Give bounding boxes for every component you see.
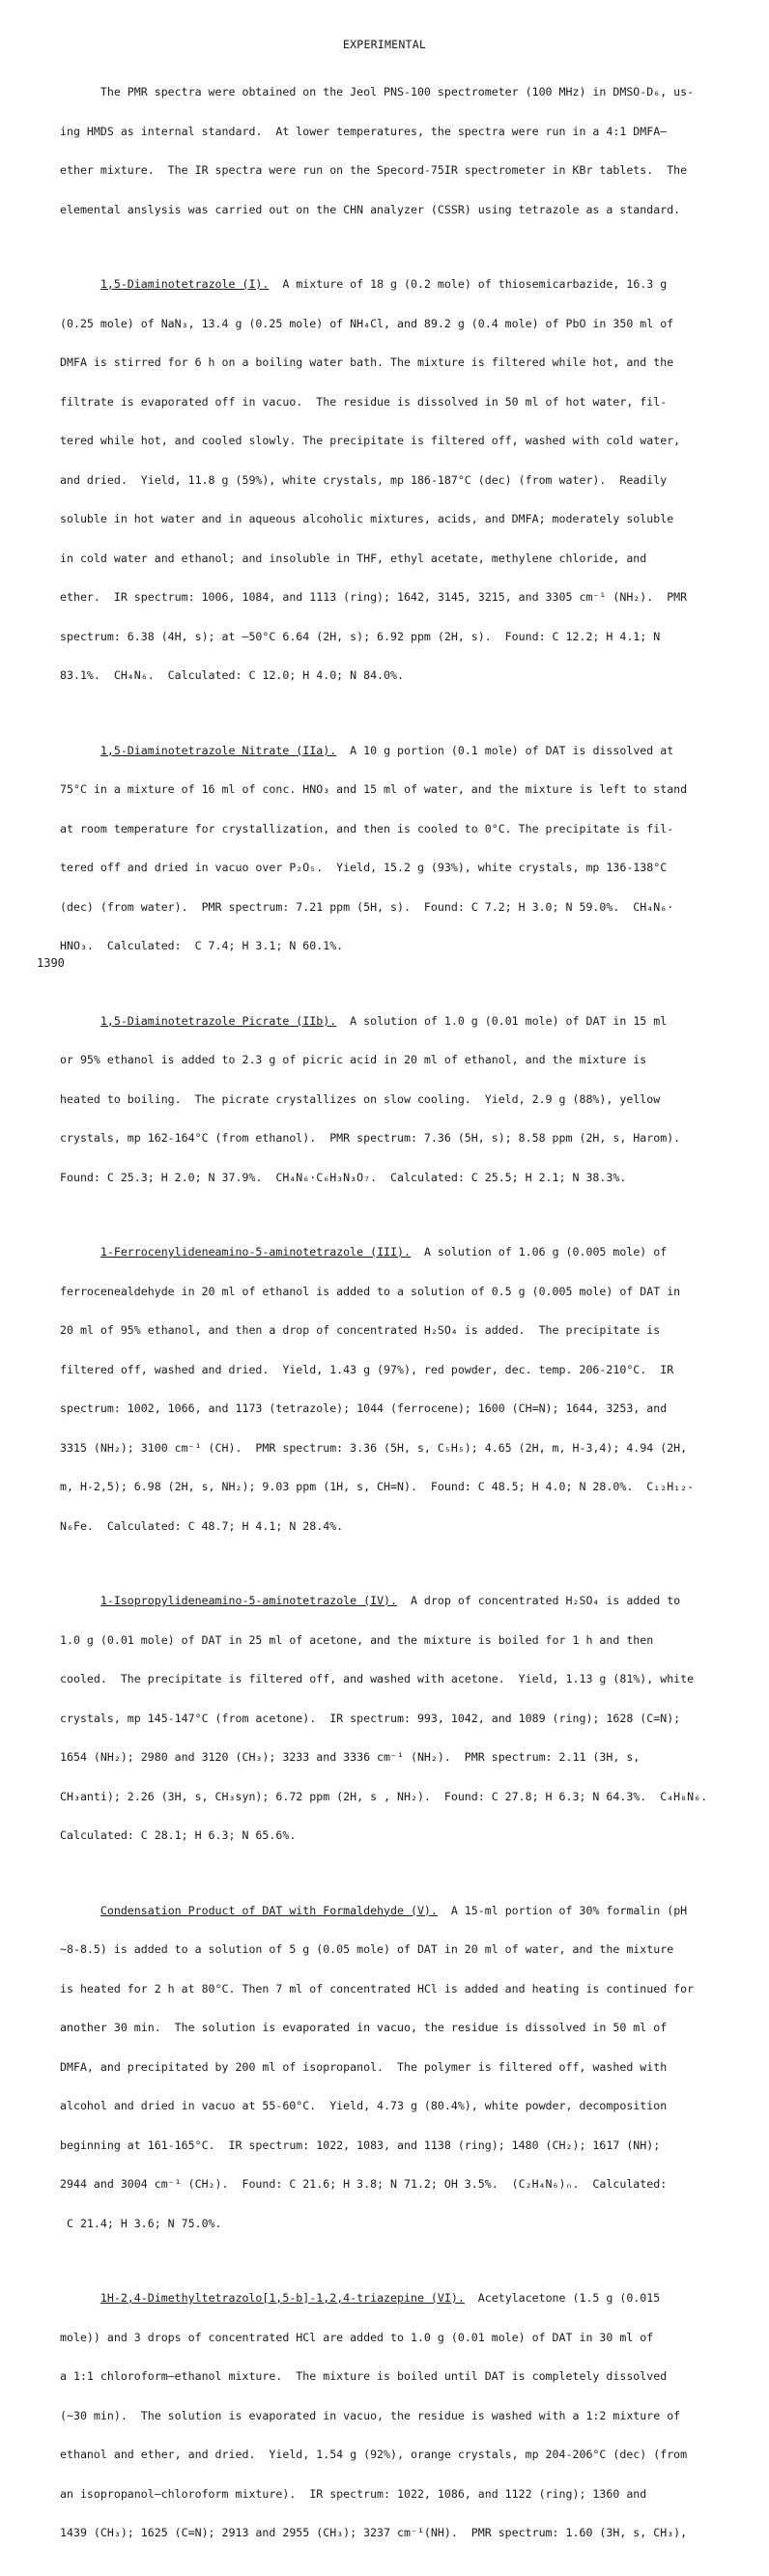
compound-title: 1-Ferrocenylideneamino-5-aminotetrazole (III). xyxy=(100,1245,411,1259)
text-line: and dried. Yield, 11.8 g (59%), white crystals, mp 186-187°C (dec) (from water). Readily xyxy=(60,472,668,487)
text-line: 1439 (CH₃); 1625 (C=N); 2913 and 2955 (CH₃); 3237 cm⁻¹(NH). PMR spectrum: 1.60 (3H, s, CH₃), xyxy=(60,2526,688,2539)
text-line: m, H-2,5); 6.98 (2H, s, NH₂); 9.03 ppm (1H, s, CH=N). Found: C 48.5; H 4.0; N 28.0%. C₁₂H₁₂- xyxy=(60,1480,695,1493)
text-line: heated to boiling. The picrate crystallizes on slow cooling. Yield, 2.9 g (88%), yellow xyxy=(60,1091,661,1106)
paragraph-compound-IIa xyxy=(60,719,752,979)
text-line: or 95% ethanol is added to 2.3 g of picric acid in 20 ml of ethanol, and the mixture is xyxy=(60,1053,647,1066)
text-line: a 1:1 chloroform–ethanol mixture. The mixture is boiled until DAT is completely dissolved xyxy=(60,2369,668,2383)
text-line: soluble in hot water and in aqueous alcoholic mixtures, acids, and DMFA; moderately soluble xyxy=(60,512,674,525)
text-line: 1,5-Diaminotetrazole (I). A mixture of 18 g (0.2 mole) of thiosemicarbazide, 16.3 g xyxy=(100,277,668,291)
text-line: (dec) (from water). PMR spectrum: 7.21 ppm (5H, s). Found: C 7.2; H 3.0; N 59.0%. CH₄N₆· xyxy=(60,899,674,914)
text-line: Found: C 25.3; H 2.0; N 37.9%. CH₄N₆·C₆H₃N₃O₇. Calculated: C 25.5; H 2.1; N 38.3%. xyxy=(60,1170,627,1184)
text-line: CH₃anti); 2.26 (3H, s, CH₃syn); 6.72 ppm (2H, s , NH₂). Found: C 27.8; H 6.3; N 64.3%. C₄H₈N₆. xyxy=(60,1789,708,1803)
text-line: alcohol and dried in vacuo at 55-60°C. Yield, 4.73 g (80.4%), white powder, decomposition xyxy=(60,2099,668,2112)
text-line: crystals, mp 145-147°C (from acetone). IR spectrum: 993, 1042, and 1089 (ring); 1628 (C=N); xyxy=(60,1711,681,1725)
text-line: cooled. The precipitate is filtered off, and washed with acetone. Yield, 1.13 g (81%), white xyxy=(60,1672,695,1685)
page-number: 1390 xyxy=(37,956,65,970)
paragraph-compound-III xyxy=(60,1220,752,1559)
text-line: 1-Ferrocenylideneamino-5-aminotetrazole (III). A solution of 1.06 g (0.005 mole) of xyxy=(100,1245,668,1259)
text-line: 1,5-Diaminotetrazole Picrate (IIb). A solution of 1.0 g (0.01 mole) of DAT in 15 ml xyxy=(100,1013,668,1028)
text-line: is heated for 2 h at 80°C. Then 7 ml of concentrated HCl is added and heating is continued for xyxy=(60,1981,695,1996)
text-line: (~30 min). The solution is evaporated in vacuo, the residue is washed with a 1:2 mixture of xyxy=(60,2408,681,2422)
compound-title: 1,5-Diaminotetrazole Picrate (IIb). xyxy=(100,1013,337,1028)
experimental-body xyxy=(60,60,752,2576)
text-line: elemental anslysis was carried out on the CHN analyzer (CSSR) using tetrazole as a standard. xyxy=(60,202,681,216)
text-line: crystals, mp 162-164°C (from ethanol). PMR spectrum: 7.36 (5H, s); 8.58 ppm (2H, s, Harom). xyxy=(60,1131,681,1145)
paragraph-compound-V xyxy=(60,1879,752,2257)
text-line: beginning at 161-165°C. IR spectrum: 1022, 1083, and 1138 (ring); 1480 (CH₂); 1617 (NH); xyxy=(60,2137,661,2152)
paragraph-compound-VI xyxy=(60,2266,752,2566)
text-line: filtrate is evaporated off in vacuo. The residue is dissolved in 50 ml of hot water, fil- xyxy=(60,394,668,409)
text-line: 1.0 g (0.01 mole) of DAT in 25 ml of acetone, and the mixture is boiled for 1 h and then xyxy=(60,1632,654,1647)
text-line: 83.1%. CH₄N₆. Calculated: C 12.0; H 4.0; N 84.0%. xyxy=(60,668,404,682)
text-line: another 30 min. The solution is evaporated in vacuo, the residue is dissolved in 50 ml of xyxy=(60,2021,668,2034)
text-line: 1,5-Diaminotetrazole Nitrate (IIa). A 10 g portion (0.1 mole) of DAT is dissolved at xyxy=(100,743,674,757)
compound-title: Condensation Product of DAT with Formaldehyde (V). xyxy=(100,1903,438,1917)
text-line: mole)) and 3 drops of concentrated HCl are added to 1.0 g (0.01 mole) of DAT in 30 ml of xyxy=(60,2330,654,2344)
compound-title: 1,5-Diaminotetrazole (I). xyxy=(100,277,270,291)
text-line: 75°C in a mixture of 16 ml of conc. HNO₃ and 15 ml of water, and the mixture is left to stand xyxy=(60,782,688,796)
text-line: DMFA, and precipitated by 200 ml of isopropanol. The polymer is filtered off, washed with xyxy=(60,2059,668,2074)
text-line: tered while hot, and cooled slowly. The precipitate is filtered off, washed with cold water, xyxy=(60,434,681,447)
text-line: ing HMDS as internal standard. At lower temperatures, the spectra were run in a 4:1 DMFA– xyxy=(60,124,668,138)
text-line: spectrum: 6.38 (4H, s); at –50°C 6.64 (2H, s); 6.92 ppm (2H, s). Found: C 12.2; H 4.1; N xyxy=(60,629,661,643)
text-line: ether. IR spectrum: 1006, 1084, and 1113 (ring); 1642, 3145, 3215, and 3305 cm⁻¹ (NH₂). PMR xyxy=(60,590,688,604)
text-line: 2944 and 3004 cm⁻¹ (CH₂). Found: C 21.6; H 3.8; N 71.2; OH 3.5%. (C₂H₄N₆)ₙ. Calculated: xyxy=(60,2177,668,2191)
text-line: The PMR spectra were obtained on the Jeol PNS-100 spectrometer (100 MHz) in DMSO-D₆, us- xyxy=(60,85,695,99)
text-line: HNO₃. Calculated: C 7.4; H 3.1; N 60.1%. xyxy=(60,939,344,952)
text-line: Calculated: C 28.1; H 6.3; N 65.6%. xyxy=(60,1828,297,1842)
text-line: tered off and dried in vacuo over P₂O₅. Yield, 15.2 g (93%), white crystals, mp 136-138°C xyxy=(60,861,668,874)
text-line: in cold water and ethanol; and insoluble in THF, ethyl acetate, methylene chloride, and xyxy=(60,551,647,565)
text-line: 1-Isopropylideneamino-5-aminotetrazole (IV). A drop of concentrated H₂SO₄ is added to xyxy=(100,1594,681,1607)
text-line: 3315 (NH₂); 3100 cm⁻¹ (CH). PMR spectrum: 3.36 (5H, s, C₅H₅); 4.65 (2H, m, H-3,4); 4.94 (2H, xyxy=(60,1440,688,1455)
text-line: DMFA is stirred for 6 h on a boiling water bath. The mixture is filtered while hot, and the xyxy=(60,355,674,369)
text-line: at room temperature for crystallization, and then is cooled to 0°C. The precipitate is fil- xyxy=(60,821,674,835)
paragraph-compound-I xyxy=(60,252,752,709)
compound-title: 1-Isopropylideneamino-5-aminotetrazole (IV). xyxy=(100,1594,398,1607)
section-heading: EXPERIMENTAL xyxy=(342,38,427,51)
text-line: ethanol and ether, and dried. Yield, 1.54 g (92%), orange crystals, mp 204-206°C (dec) (from xyxy=(60,2448,688,2461)
text-line: (0.25 mole) of NaN₃, 13.4 g (0.25 mole) of NH₄Cl, and 89.2 g (0.4 mole) of PbO in 350 ml of xyxy=(60,316,674,330)
paragraph-compound-IV xyxy=(60,1569,752,1869)
text-line: spectrum: 1002, 1066, and 1173 (tetrazole); 1044 (ferrocene); 1600 (CH=N); 1644, 3253, and xyxy=(60,1401,668,1415)
text-line: an isopropanol–chloroform mixture). IR spectrum: 1022, 1086, and 1122 (ring); 1360 and xyxy=(60,2486,647,2501)
paragraph-compound-IIb xyxy=(60,989,752,1211)
text-line: Condensation Product of DAT with Formaldehyde (V). A 15-ml portion of 30% formalin (pH xyxy=(100,1903,688,1917)
compound-title: 1H-2,4-Dimethyltetrazolo[1,5-b]-1,2,4-triazepine (VI). xyxy=(100,2291,465,2305)
compound-title: 1,5-Diaminotetrazole Nitrate (IIa). xyxy=(100,743,337,757)
text-line: C 21.4; H 3.6; N 75.0%. xyxy=(60,2216,222,2230)
text-line: 20 ml of 95% ethanol, and then a drop of concentrated H₂SO₄ is added. The precipitate is xyxy=(60,1323,661,1337)
text-line: 1H-2,4-Dimethyltetrazolo[1,5-b]-1,2,4-triazepine (VI). Acetylacetone (1.5 g (0.015 xyxy=(100,2291,661,2305)
text-line: ether mixture. The IR spectra were run on the Specord-75IR spectrometer in KBr tablets. The xyxy=(60,163,688,177)
text-line: filtered off, washed and dried. Yield, 1.43 g (97%), red powder, dec. temp. 206-210°C. IR xyxy=(60,1362,674,1376)
text-line: ~8-8.5) is added to a solution of 5 g (0.05 mole) of DAT in 20 ml of water, and the mixture xyxy=(60,1942,674,1956)
paragraph-intro xyxy=(60,60,752,242)
text-line: ferrocenealdehyde in 20 ml of ethanol is added to a solution of 0.5 g (0.005 mole) of DAT in xyxy=(60,1284,681,1298)
text-line: N₆Fe. Calculated: C 48.7; H 4.1; N 28.4%. xyxy=(60,1518,344,1533)
text-line: 1654 (NH₂); 2980 and 3120 (CH₃); 3233 and 3336 cm⁻¹ (NH₂). PMR spectrum: 2.11 (3H, s, xyxy=(60,1750,641,1764)
